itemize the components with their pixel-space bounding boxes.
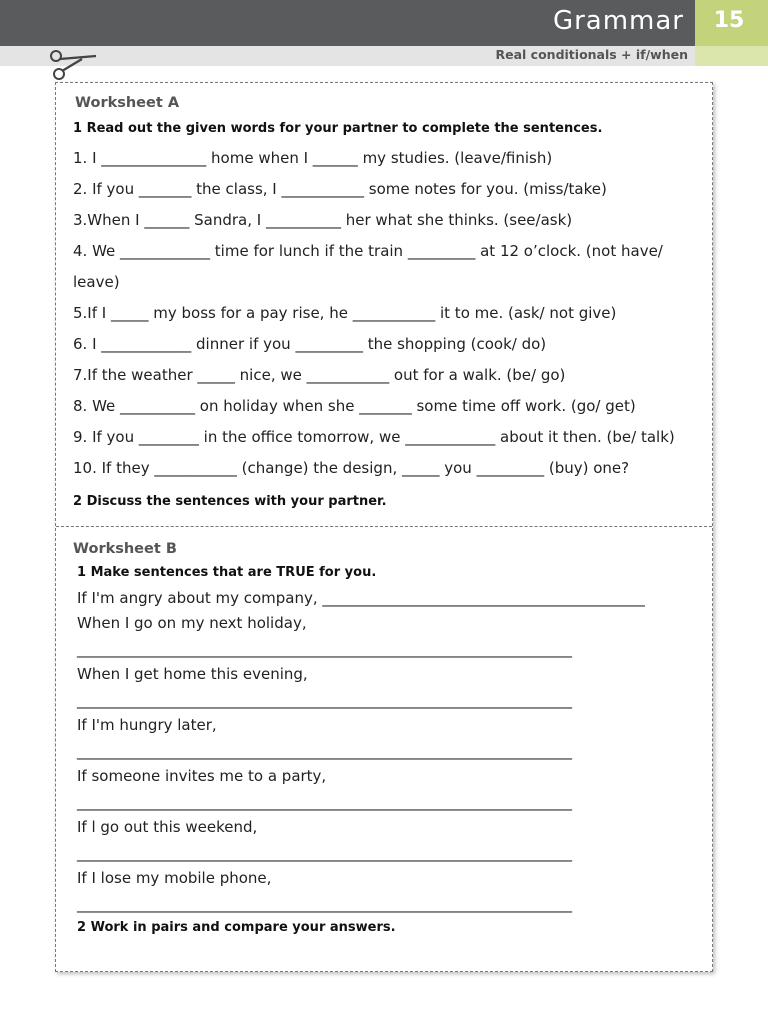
- page-number-box: [695, 0, 768, 46]
- answer-line: __________________________________________________________________: [77, 895, 572, 913]
- exercise-line: 7.If the weather _____ nice, we ___________ out for a walk. (be/ go): [73, 366, 566, 384]
- exercise-line: 4. We ____________ time for lunch if the train _________ at 12 o’clock. (not have/: [73, 242, 663, 260]
- prompt-line: If l go out this weekend,: [77, 818, 258, 836]
- exercise-line: 9. If you ________ in the office tomorrow, we ____________ about it then. (be/ talk): [73, 428, 675, 446]
- exercise-line: 6. I ____________ dinner if you _________ the shopping (cook/ do): [73, 335, 547, 353]
- page-subtitle: Real conditionals + if/when: [495, 47, 688, 62]
- prompt-line: If someone invites me to a party,: [77, 767, 327, 785]
- worksheet-b-title: Worksheet B: [73, 541, 177, 557]
- worksheet-a-instruction-2: 2 Discuss the sentences with your partner.: [73, 494, 387, 509]
- prompt-line: If I'm hungry later,: [77, 716, 217, 734]
- worksheet-a-title: Worksheet A: [75, 95, 180, 111]
- answer-line: __________________________________________________________________: [77, 844, 572, 862]
- answer-line: __________________________________________________________________: [77, 742, 572, 760]
- page-number: 15: [713, 8, 745, 33]
- prompt-line: If I lose my mobile phone,: [77, 869, 272, 887]
- prompt-line: When I get home this evening,: [77, 665, 308, 683]
- subtitle-accent-box: [695, 46, 768, 66]
- exercise-line: 3.When I ______ Sandra, I __________ her what she thinks. (see/ask): [73, 211, 573, 229]
- exercise-line: 8. We __________ on holiday when she _______ some time off work. (go/ get): [73, 397, 636, 415]
- worksheet-b-instruction-2: 2 Work in pairs and compare your answers.: [77, 920, 396, 935]
- prompt-line: When I go on my next holiday,: [77, 614, 307, 632]
- exercise-line: 2. If you _______ the class, I ___________ some notes for you. (miss/take): [73, 180, 607, 198]
- worksheet-b-instruction-1: 1 Make sentences that are TRUE for you.: [77, 565, 377, 580]
- scissors-icon: [48, 48, 100, 82]
- answer-line: __________________________________________________________________: [77, 793, 572, 811]
- exercise-line: leave): [73, 273, 120, 291]
- cut-line-divider: [56, 526, 712, 527]
- answer-line: __________________________________________________________________: [77, 640, 572, 658]
- worksheet-a-instruction-1: 1 Read out the given words for your partner to complete the sentences.: [73, 121, 603, 136]
- exercise-line: 5.If I _____ my boss for a pay rise, he ___________ it to me. (ask/ not give): [73, 304, 617, 322]
- answer-line: __________________________________________________________________: [77, 691, 572, 709]
- page-title: Grammar: [552, 6, 684, 36]
- exercise-line: 1. I ______________ home when I ______ my studies. (leave/finish): [73, 149, 553, 167]
- exercise-line: 10. If they ___________ (change) the design, _____ you _________ (buy) one?: [73, 459, 630, 477]
- worksheet-card: [55, 82, 713, 972]
- answer-line: If I'm angry about my company, ___________________________________________: [77, 589, 645, 607]
